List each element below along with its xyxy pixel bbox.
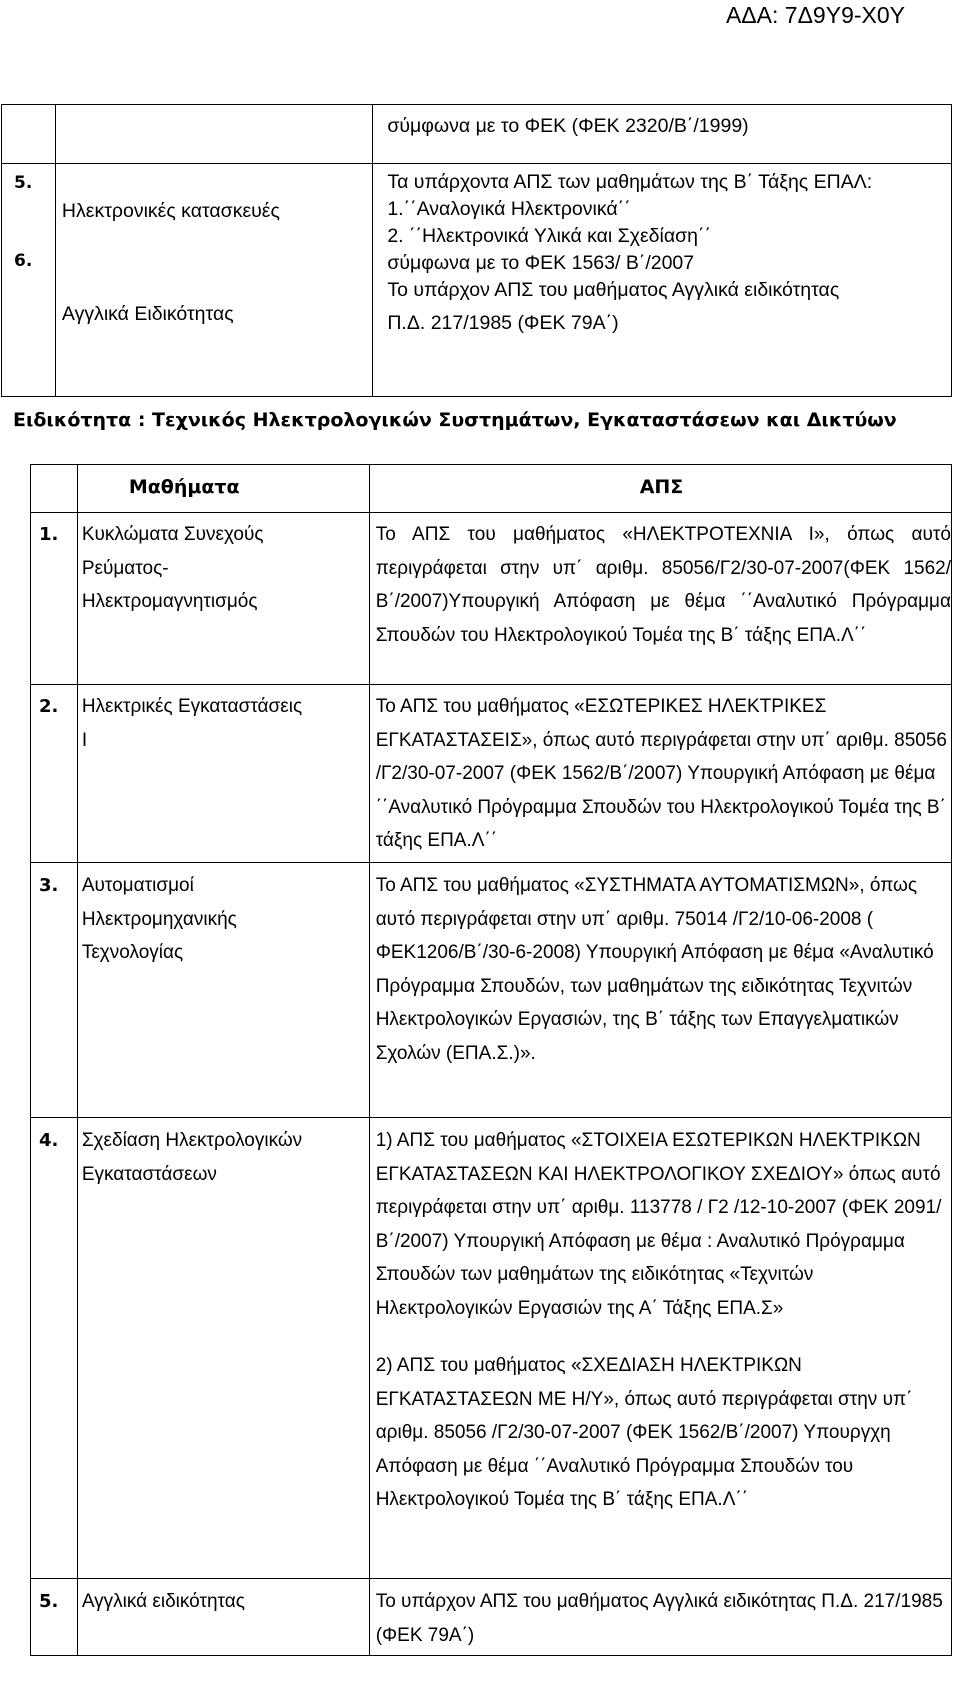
course-name: Σχεδίαση Ηλεκτρολογικών Εγκαταστάσεων	[81, 1130, 303, 1185]
course-name: Αγγλικά ειδικότητας	[81, 1591, 245, 1612]
course-name: Ηλεκτρικές Εγκαταστάσεις Ι	[81, 696, 303, 751]
row-number: 1.	[39, 524, 59, 545]
header-aps: ΑΠΣ	[639, 476, 684, 498]
course-name: Αγγλικά Ειδικότητας	[61, 303, 234, 325]
aps-text-2: 2) ΑΠΣ του μαθήματος «ΣΧΕΔΙΑΣΗ ΗΛΕΚΤΡΙΚΩΝ ΕΓΚΑΤΑΣΤΑΣΕΩΝ ΜΕ Η/Υ», όπως αυτό περιγράφεται στην υπ΄ αριθμ. 85056 /Γ2/30-07-2007 (ΦΕΚ 1562/Β΄/2007) Υπουργχη Απόφαση με θέμα ΄΄Αναλυτικό Πρόγραμμα Σπουδών του Ηλεκτρολογικού Τομέα της Β΄ τάξης ΕΠΑ.Λ΄΄	[375, 1355, 913, 1510]
table-courses	[30, 464, 952, 1656]
table-row	[31, 1118, 952, 1579]
row-number: 5.	[39, 1591, 59, 1612]
section-title: Ειδικότητα : Τεχνικός Ηλεκτρολογικών Συστημάτων, Εγκαταστάσεων και Δικτύων	[13, 409, 897, 431]
table-row	[31, 863, 952, 1118]
continuation-text: σύμφωνα με το ΦΕΚ (ΦΕΚ 2320/Β΄/1999)	[387, 115, 749, 137]
row-number: 3.	[39, 875, 59, 896]
course-name: Αυτοματισμοί Ηλεκτρομηχανικής Τεχνολογίας	[81, 875, 237, 963]
ada-code: ΑΔΑ: 7Δ9Υ9-Χ0Υ	[725, 2, 905, 28]
table-header-row	[31, 465, 952, 513]
table-row	[2, 164, 952, 397]
table-row	[31, 513, 952, 685]
table-row	[2, 105, 952, 164]
aps-text: Το υπάρχον ΑΠΣ του μαθήματος Αγγλικά ειδικότητας Π.Δ. 217/1985 (ΦΕΚ 79Α΄)	[375, 1591, 943, 1646]
course-name: Ηλεκτρονικές κατασκευές	[61, 200, 280, 222]
row-number: 4.	[39, 1130, 59, 1151]
row-number: 2.	[39, 696, 59, 717]
aps-text: Τα υπάρχοντα ΑΠΣ των μαθημάτων της Β΄ Τάξης ΕΠΑΛ: 1.΄΄Αναλογικά Ηλεκτρονικά΄΄ 2. ΄΄Ηλεκτρονικά Υλικά και Σχεδίαση΄΄ σύμφωνα με το ΦΕΚ 1563/ Β΄/2007 Το υπάρχον ΑΠΣ του μαθήματος Αγγλικά ειδικότητας Π.Δ. 217/1985 (ΦΕΚ 79Α΄)	[387, 171, 873, 334]
header-courses: Μαθήματα	[128, 476, 240, 498]
table-row	[31, 1579, 952, 1656]
aps-text: Το ΑΠΣ του μαθήματος «ΕΣΩΤΕΡΙΚΕΣ ΗΛΕΚΤΡΙΚΕΣ ΕΓΚΑΤΑΣΤΑΣΕΙΣ», όπως αυτό περιγράφεται στην υπ΄ αριθμ. 85056 /Γ2/30-07-2007 (ΦΕΚ 1562/Β΄/2007) Υπουργική Απόφαση με θέμα ΄΄Αναλυτικό Πρόγραμμα Σπουδών του Ηλεκτρολογικού Τομέα της Β΄ τάξης ΕΠΑ.Λ΄΄	[375, 696, 947, 851]
row-number: 5.	[14, 173, 33, 193]
table-row	[31, 685, 952, 863]
aps-text: Το ΑΠΣ του μαθήματος «ΣΥΣΤΗΜΑΤΑ ΑΥΤΟΜΑΤΙΣΜΩΝ», όπως αυτό περιγράφεται στην υπ΄ αριθμ. 75014 /Γ2/10-06-2008 ( ΦΕΚ1206/Β΄/30-6-2008) Υπουργική Απόφαση με θέμα «Αναλυτικό Πρόγραμμα Σπουδών, των μαθημάτων της ειδικότητας Τεχνιτών Ηλεκτρολογικών Εργασιών, της Β΄ τάξης των Επαγγελματικών Σχολών (ΕΠΑ.Σ.)».	[375, 875, 934, 1064]
row-number: 6.	[14, 251, 33, 271]
table-previous-specialty	[1, 104, 952, 397]
course-name: Κυκλώματα Συνεχούς Ρεύματος- Ηλεκτρομαγνητισμός	[81, 524, 264, 612]
aps-text: Το ΑΠΣ του μαθήματος «ΗΛΕΚΤΡΟΤΕΧΝΙΑ Ι», όπως αυτό περιγράφεται στην υπ΄ αριθμ. 85056/Γ2/30-07-2007(ΦΕΚ 1562/Β΄/2007)Υπουργική Απόφαση με θέμα ΄΄Αναλυτικό Πρόγραμμα Σπουδών του Ηλεκτρολογικού Τομέα της Β΄ τάξης ΕΠΑ.Λ΄΄	[375, 524, 951, 646]
aps-text: 1) ΑΠΣ του μαθήματος «ΣΤΟΙΧΕΙΑ ΕΣΩΤΕΡΙΚΩΝ ΗΛΕΚΤΡΙΚΩΝ ΕΓΚΑΤΑΣΤΑΣΕΩΝ ΚΑΙ ΗΛΕΚΤΡΟΛΟΓΙΚΟΥ ΣΧΕΔΙΟΥ» όπως αυτό περιγράφεται στην υπ΄ αριθμ. 113778 / Γ2 /12-10-2007 (ΦΕΚ 2091/Β΄/2007) Υπουργική Απόφαση με θέμα : Αναλυτικό Πρόγραμμα Σπουδών των μαθημάτων της ειδικότητας «Τεχνιτών Ηλεκτρολογικών Εργασιών της Α΄ Τάξης ΕΠΑ.Σ»	[375, 1130, 942, 1319]
